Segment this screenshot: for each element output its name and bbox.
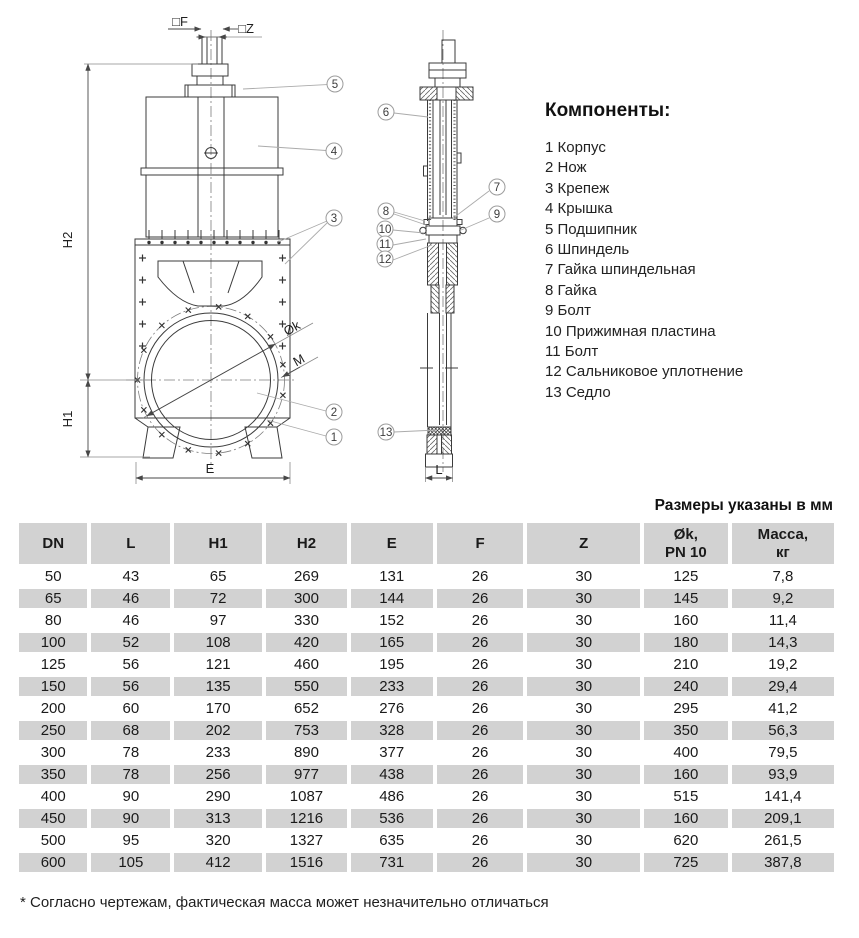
table-cell: 486 — [379, 788, 405, 805]
table-row — [19, 567, 834, 586]
table-header-cell: H2 — [266, 523, 347, 564]
table-row — [19, 809, 834, 828]
table-header-cell: H1 — [174, 523, 262, 564]
table-cell: 256 — [174, 765, 262, 784]
table-cell: 93,9 — [732, 765, 834, 784]
table-cell: 30 — [575, 744, 593, 761]
table-cell: 233 — [351, 677, 433, 696]
table-cell: 30 — [527, 721, 639, 740]
table-cell: 30 — [527, 589, 639, 608]
table-cell: 135 — [174, 677, 262, 696]
component-item: 6 Шпиндель — [545, 241, 630, 259]
table-header-row — [19, 523, 834, 564]
table-cell: 68 — [91, 721, 170, 740]
components-title: Компоненты: — [545, 100, 671, 121]
table-cell: 460 — [293, 656, 319, 673]
table-cell: 26 — [471, 700, 489, 717]
table-cell: 387,8 — [732, 853, 834, 872]
table-cell: 300 — [40, 744, 66, 761]
table-cell: 725 — [644, 853, 728, 872]
svg-text:8: 8 — [382, 206, 390, 218]
table-row — [19, 853, 834, 872]
table-cell: 79,5 — [768, 744, 798, 761]
table-cell: 26 — [471, 612, 489, 629]
callout-10 — [377, 221, 424, 237]
table-header-cell: Z — [527, 523, 639, 564]
table-cell: 105 — [91, 853, 170, 872]
svg-text:9: 9 — [493, 209, 501, 221]
table-cell: 1327 — [289, 832, 324, 849]
table-cell: 14,3 — [732, 633, 834, 652]
table-cell: 438 — [351, 765, 433, 784]
table-cell: 11,4 — [768, 612, 797, 629]
table-cell: 450 — [19, 809, 87, 828]
table-cell: 165 — [351, 633, 433, 652]
table-cell: 78 — [122, 744, 140, 761]
table-cell: 195 — [379, 656, 405, 673]
side-view — [377, 30, 505, 482]
table-cell: 30 — [527, 809, 639, 828]
table-cell: 300 — [266, 589, 347, 608]
units-note: Размеры указаны в мм — [654, 497, 833, 514]
svg-text:1: 1 — [330, 432, 338, 444]
component-item: 9 Болт — [545, 302, 591, 320]
table-cell: 152 — [379, 612, 405, 629]
table-cell: 202 — [174, 721, 262, 740]
dim-label-ok: Øk — [280, 317, 303, 339]
table-row — [19, 589, 834, 608]
table-cell: 350 — [19, 765, 87, 784]
table-cell: 26 — [471, 656, 489, 673]
table-cell: 26 — [437, 765, 524, 784]
component-item: 1 Корпус — [545, 139, 606, 156]
table-cell: 400 — [40, 788, 66, 805]
table-cell: 30 — [575, 700, 593, 717]
table-cell: 500 — [40, 832, 66, 849]
table-cell: 269 — [293, 568, 319, 585]
table-cell: 180 — [644, 633, 728, 652]
table-row — [19, 721, 834, 740]
table-cell: 26 — [437, 721, 524, 740]
table-cell: 30 — [575, 612, 593, 629]
table-cell: 19,2 — [768, 656, 798, 673]
table-cell: 330 — [293, 612, 319, 629]
svg-text:3: 3 — [330, 213, 338, 225]
table-cell: 515 — [673, 788, 699, 805]
component-item: 3 Крепеж — [545, 179, 610, 197]
table-header-cell: Масса, кг — [732, 523, 834, 564]
table-cell: 635 — [379, 832, 405, 849]
svg-text:4: 4 — [330, 146, 338, 158]
table-header-cell: F — [437, 523, 524, 564]
table-cell: 26 — [437, 677, 524, 696]
table-cell: 7,8 — [772, 568, 794, 585]
table-cell: 97 — [209, 612, 227, 629]
table-cell: 620 — [673, 832, 699, 849]
table-cell: 412 — [174, 853, 262, 872]
svg-text:10: 10 — [378, 224, 392, 236]
table-cell: 90 — [91, 809, 170, 828]
table-cell: 977 — [266, 765, 347, 784]
table-cell: 400 — [673, 744, 699, 761]
table-cell: 328 — [351, 721, 433, 740]
table-row — [19, 787, 834, 806]
table-cell: 108 — [174, 633, 262, 652]
table-cell: 29,4 — [732, 677, 834, 696]
dim-label-h1: H1 — [60, 410, 75, 428]
table-header-cell: DN — [19, 523, 87, 564]
table-cell: 30 — [527, 633, 639, 652]
table-cell: 26 — [437, 809, 524, 828]
table-row — [19, 699, 834, 718]
dim-label-e: E — [205, 461, 215, 476]
callout-5 — [243, 76, 343, 92]
table-cell: 26 — [437, 589, 524, 608]
table-cell: 890 — [293, 744, 319, 761]
table-cell: 46 — [122, 612, 140, 629]
svg-text:5: 5 — [331, 79, 339, 91]
table-cell: 125 — [40, 656, 66, 673]
component-item: 12 Сальниковое уплотнение — [545, 363, 744, 381]
table-row — [19, 765, 834, 784]
component-item: 7 Гайка шпиндельная — [545, 261, 696, 279]
table-cell: 160 — [644, 765, 728, 784]
table-cell: 26 — [471, 568, 489, 585]
table-cell: 170 — [205, 700, 231, 717]
table-cell: 652 — [293, 700, 319, 717]
table-cell: 30 — [575, 568, 593, 585]
table-cell: 26 — [471, 832, 489, 849]
table-cell: 65 — [209, 568, 227, 585]
callout-11 — [377, 236, 426, 252]
svg-text:2: 2 — [330, 407, 338, 419]
table-cell: 56 — [91, 677, 170, 696]
table-cell: 295 — [673, 700, 699, 717]
table-cell: 550 — [266, 677, 347, 696]
callout-4 — [258, 143, 342, 159]
table-cell: 290 — [205, 788, 231, 805]
component-item: 11 Болт — [545, 343, 599, 361]
component-item: 2 Нож — [545, 159, 587, 177]
table-cell: 72 — [174, 589, 262, 608]
table-cell: 30 — [527, 677, 639, 696]
table-cell: 261,5 — [764, 832, 802, 849]
front-view — [60, 14, 343, 484]
table-cell: 46 — [91, 589, 170, 608]
components-block — [545, 100, 855, 403]
component-item: 10 Прижимная пластина — [545, 322, 716, 340]
svg-text:11: 11 — [379, 239, 391, 251]
table-cell: 30 — [527, 765, 639, 784]
table-cell: 150 — [19, 677, 87, 696]
callout-6 — [378, 104, 428, 120]
table-cell: 160 — [673, 612, 699, 629]
table-row — [19, 655, 834, 674]
table-cell: 731 — [351, 853, 433, 872]
callout-2 — [257, 393, 342, 420]
table-cell: 65 — [19, 589, 87, 608]
table-cell: 78 — [91, 765, 170, 784]
table-cell: 95 — [122, 832, 140, 849]
table-cell: 1087 — [289, 788, 324, 805]
table-cell: 600 — [19, 853, 87, 872]
callout-9 — [461, 206, 505, 230]
table-cell: 276 — [379, 700, 405, 717]
table-header-cell: L — [91, 523, 170, 564]
table-cell: 240 — [644, 677, 728, 696]
dim-label-m: M — [290, 350, 308, 370]
table-cell: 200 — [40, 700, 66, 717]
svg-text:13: 13 — [379, 427, 393, 439]
dim-label-z: □Z — [238, 21, 254, 36]
table-cell: 250 — [19, 721, 87, 740]
table-cell: 131 — [379, 568, 405, 585]
table-cell: 9,2 — [732, 589, 834, 608]
table-cell: 144 — [351, 589, 433, 608]
svg-text:7: 7 — [493, 182, 501, 194]
table-cell: 145 — [644, 589, 728, 608]
table-cell: 30 — [575, 788, 593, 805]
table-cell: 1516 — [266, 853, 347, 872]
table-cell: 30 — [575, 832, 593, 849]
table-cell: 313 — [174, 809, 262, 828]
component-item: 8 Гайка — [545, 281, 597, 299]
dim-label-f: □F — [172, 14, 188, 29]
table-cell: 41,2 — [768, 700, 798, 717]
table-cell: 753 — [266, 721, 347, 740]
table-row — [19, 611, 834, 630]
components-list — [545, 138, 855, 403]
svg-text:12: 12 — [378, 254, 392, 266]
table-cell: 125 — [673, 568, 699, 585]
svg-text:6: 6 — [382, 107, 390, 119]
table-cell: 60 — [122, 700, 140, 717]
table-cell: 30 — [527, 853, 639, 872]
dimensions-table-wrap — [15, 520, 838, 875]
table-cell: 30 — [575, 656, 593, 673]
table-cell: 26 — [471, 744, 489, 761]
table-cell: 52 — [91, 633, 170, 652]
table-cell: 536 — [351, 809, 433, 828]
table-cell: 420 — [266, 633, 347, 652]
table-row — [19, 831, 834, 850]
table-cell: 160 — [644, 809, 728, 828]
table-cell: 1216 — [266, 809, 347, 828]
callout-3 — [278, 210, 342, 264]
table-cell: 50 — [44, 568, 62, 585]
table-cell: 377 — [379, 744, 405, 761]
table-cell: 56,3 — [732, 721, 834, 740]
footnote: * Согласно чертежам, фактическая масса может незначительно отличаться — [20, 894, 549, 911]
table-cell: 209,1 — [732, 809, 834, 828]
table-cell: 210 — [673, 656, 699, 673]
table-cell: 141,4 — [764, 788, 802, 805]
table-cell: 43 — [122, 568, 140, 585]
table-cell: 320 — [205, 832, 231, 849]
table-row — [19, 743, 834, 762]
table-cell: 100 — [19, 633, 87, 652]
table-header-cell: Øk, PN 10 — [644, 523, 728, 564]
table-cell: 90 — [122, 788, 140, 805]
component-item: 4 Крышка — [545, 200, 613, 218]
table-cell: 26 — [437, 633, 524, 652]
table-cell: 233 — [205, 744, 231, 761]
table-row — [19, 633, 834, 652]
table-cell: 56 — [122, 656, 140, 673]
table-row — [19, 677, 834, 696]
dimensions-table — [15, 520, 838, 875]
table-cell: 350 — [644, 721, 728, 740]
table-cell: 26 — [471, 788, 489, 805]
component-item: 5 Подшипник — [545, 220, 637, 238]
table-body — [19, 567, 834, 872]
table-cell: 26 — [437, 853, 524, 872]
table-cell: 80 — [44, 612, 62, 629]
table-header-cell: E — [351, 523, 433, 564]
dim-label-h2: H2 — [60, 231, 75, 249]
table-cell: 121 — [205, 656, 231, 673]
dim-label-l: L — [435, 462, 443, 477]
component-item: 13 Седло — [545, 383, 611, 401]
